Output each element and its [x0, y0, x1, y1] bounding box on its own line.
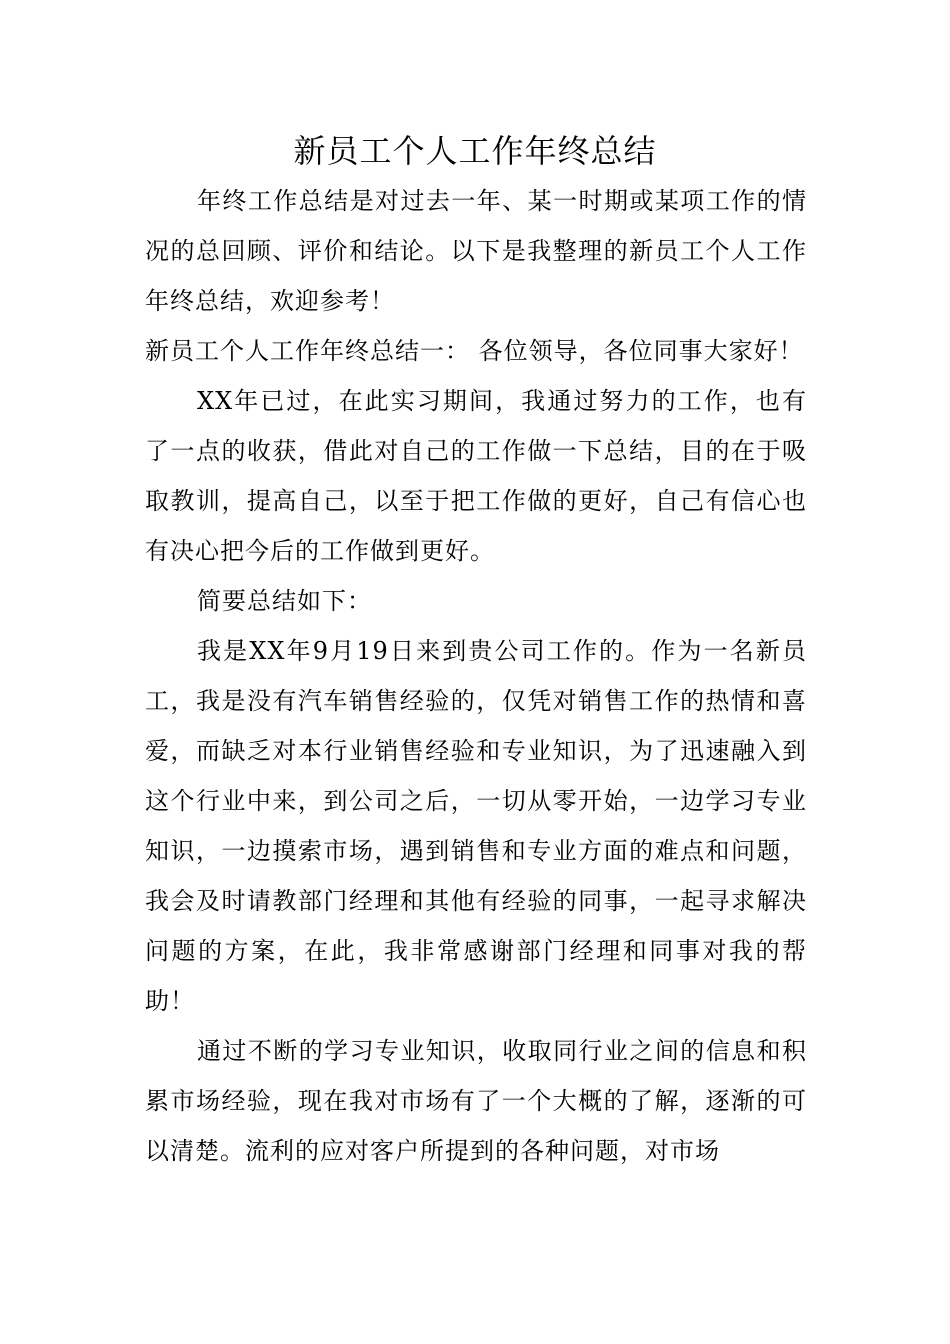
paragraph-intro: 年终工作总结是对过去一年、某一时期或某项工作的情况的总回顾、评价和结论。以下是我整理的新员工个人工作年终总结，欢迎参考！ [145, 187, 807, 315]
paragraph-review: XX年已过，在此实习期间，我通过努力的工作，也有了一点的收获，借此对自己的工作做一下总结，目的在于吸取教训，提高自己，以至于把工作做的更好，自己有信心也有决心把今后的工作做到更好。 [145, 387, 807, 565]
paragraph-progress: 通过不断的学习专业知识，收取同行业之间的信息和积累市场经验，现在我对市场有了一个大概的了解，逐渐的可以清楚。流利的应对客户所提到的各种问题，对市场 [145, 1037, 807, 1165]
paragraph-background: 我是XX年9月19日来到贵公司工作的。作为一名新员工，我是没有汽车销售经验的，仅凭对销售工作的热情和喜爱，而缺乏对本行业销售经验和专业知识，为了迅速融入到这个行业中来，到公司之后，一切从零开始，一边学习专业知识，一边摸索市场，遇到销售和专业方面的难点和问题，我会及时请教部门经理和其他有经验的同事，一起寻求解决问题的方案，在此，我非常感谢部门经理和同事对我的帮助！ [145, 637, 807, 1015]
paragraph-section-heading: 新员工个人工作年终总结一： 各位领导，各位同事大家好！ [145, 337, 804, 365]
paragraph-summary-label: 简要总结如下： [197, 587, 372, 615]
document-title: 新员工个人工作年终总结 [293, 132, 657, 170]
document-body [145, 176, 807, 1176]
